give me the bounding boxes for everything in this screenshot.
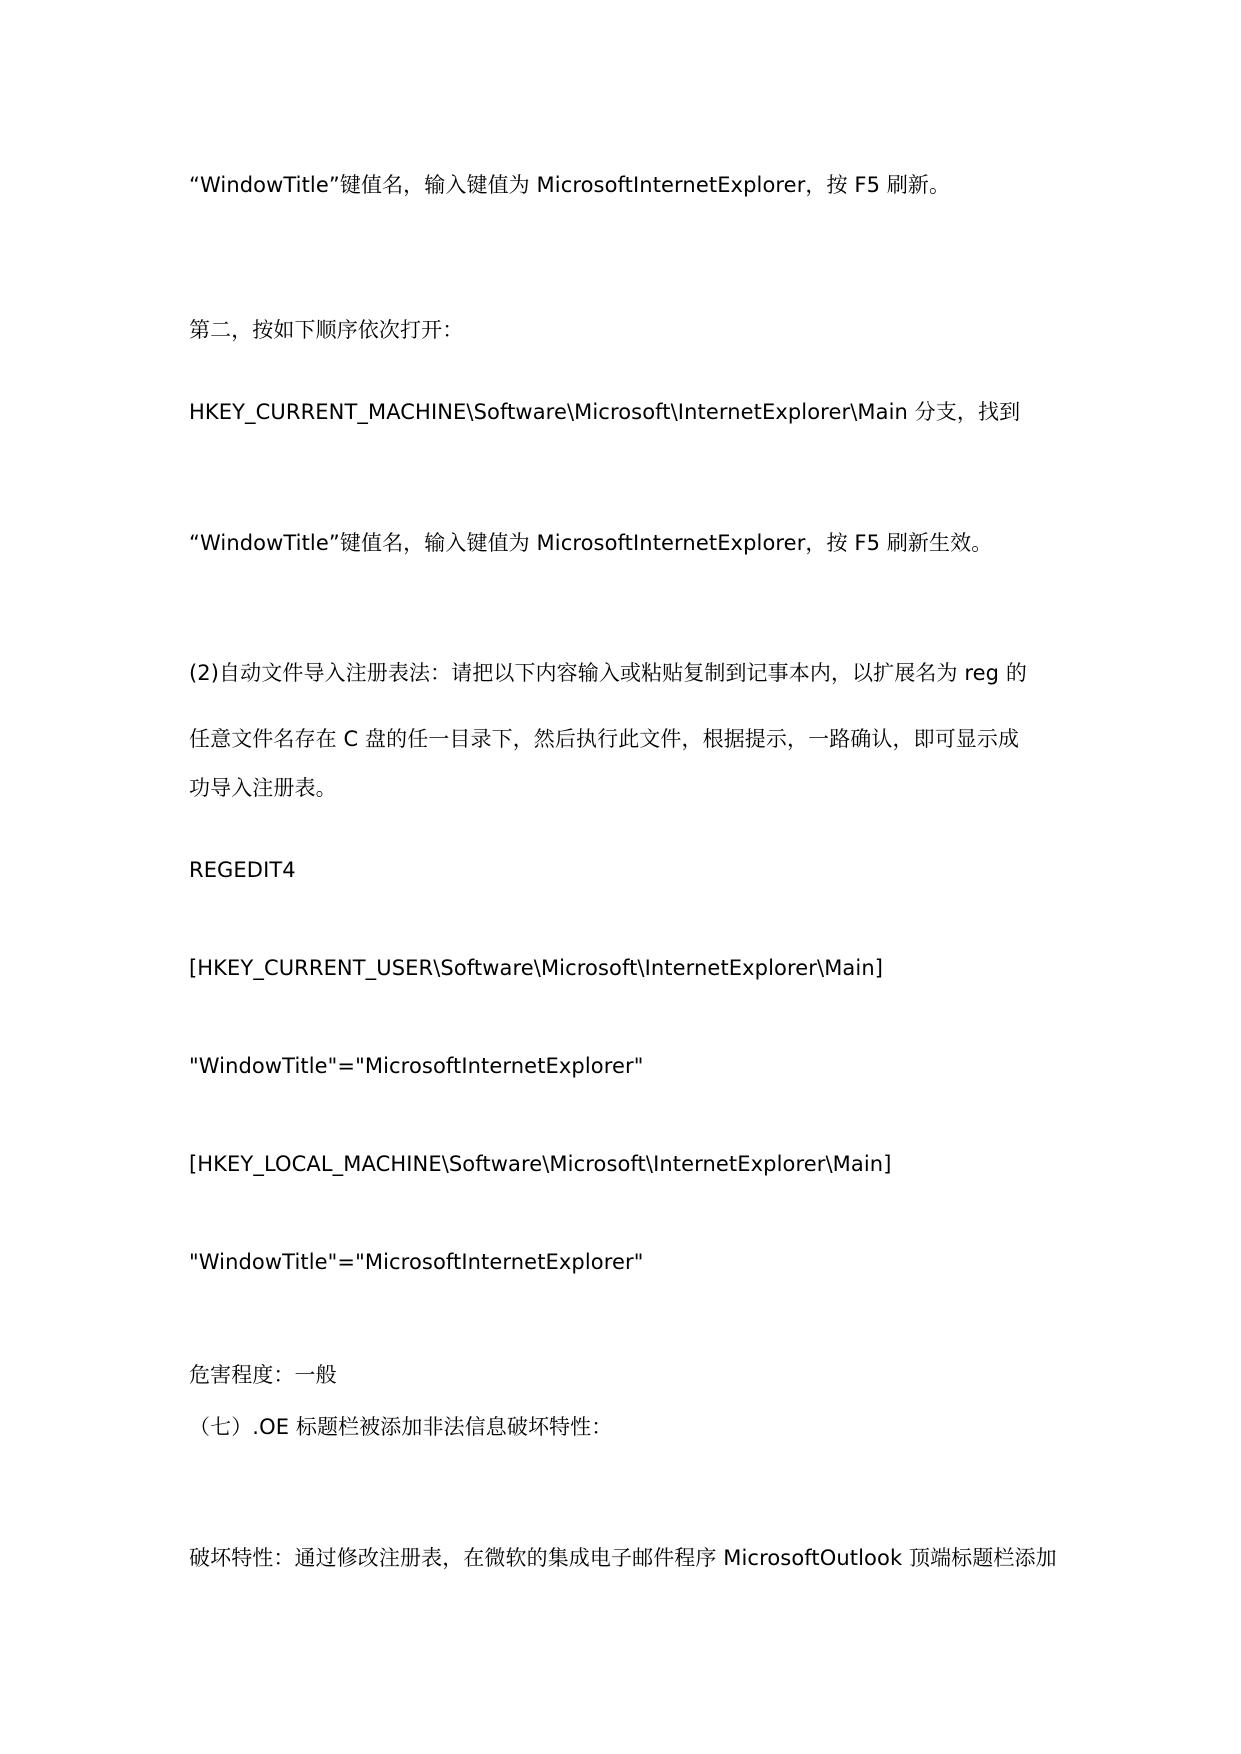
text-line: 破坏特性：通过修改注册表，在微软的集成电子邮件程序 MicrosoftOutlook 顶端标题栏添加 — [189, 1546, 1057, 1570]
text-line: “WindowTitle”键值名，输入键值为 MicrosoftInternetExplorer，按 F5 刷新生效。 — [189, 531, 993, 555]
text-line: （七）.OE 标题栏被添加非法信息破坏特性： — [189, 1415, 613, 1439]
text-line: (2)自动文件导入注册表法：请把以下内容输入或粘贴复制到记事本内，以扩展名为 reg 的 — [189, 661, 1027, 685]
text-line: 任意文件名存在 C 盘的任一目录下，然后执行此文件，根据提示，一路确认，即可显示成 — [189, 727, 1020, 751]
text-line: HKEY_CURRENT_MACHINE\Software\Microsoft\InternetExplorer\Main 分支，找到 — [189, 400, 1021, 424]
text-line: "WindowTitle"="MicrosoftInternetExplorer" — [189, 1250, 644, 1274]
text-line: [HKEY_CURRENT_USER\Software\Microsoft\InternetExplorer\Main] — [189, 956, 884, 980]
text-line: [HKEY_LOCAL_MACHINE\Software\Microsoft\InternetExplorer\Main] — [189, 1152, 892, 1176]
text-line: 第二，按如下顺序依次打开： — [189, 318, 464, 342]
text-line: 功导入注册表。 — [189, 776, 337, 800]
text-line: 危害程度：一般 — [189, 1363, 337, 1387]
text-line: REGEDIT4 — [189, 858, 296, 882]
text-line: “WindowTitle”键值名，输入键值为 MicrosoftInternetExplorer，按 F5 刷新。 — [189, 173, 951, 197]
text-line: "WindowTitle"="MicrosoftInternetExplorer" — [189, 1054, 644, 1078]
